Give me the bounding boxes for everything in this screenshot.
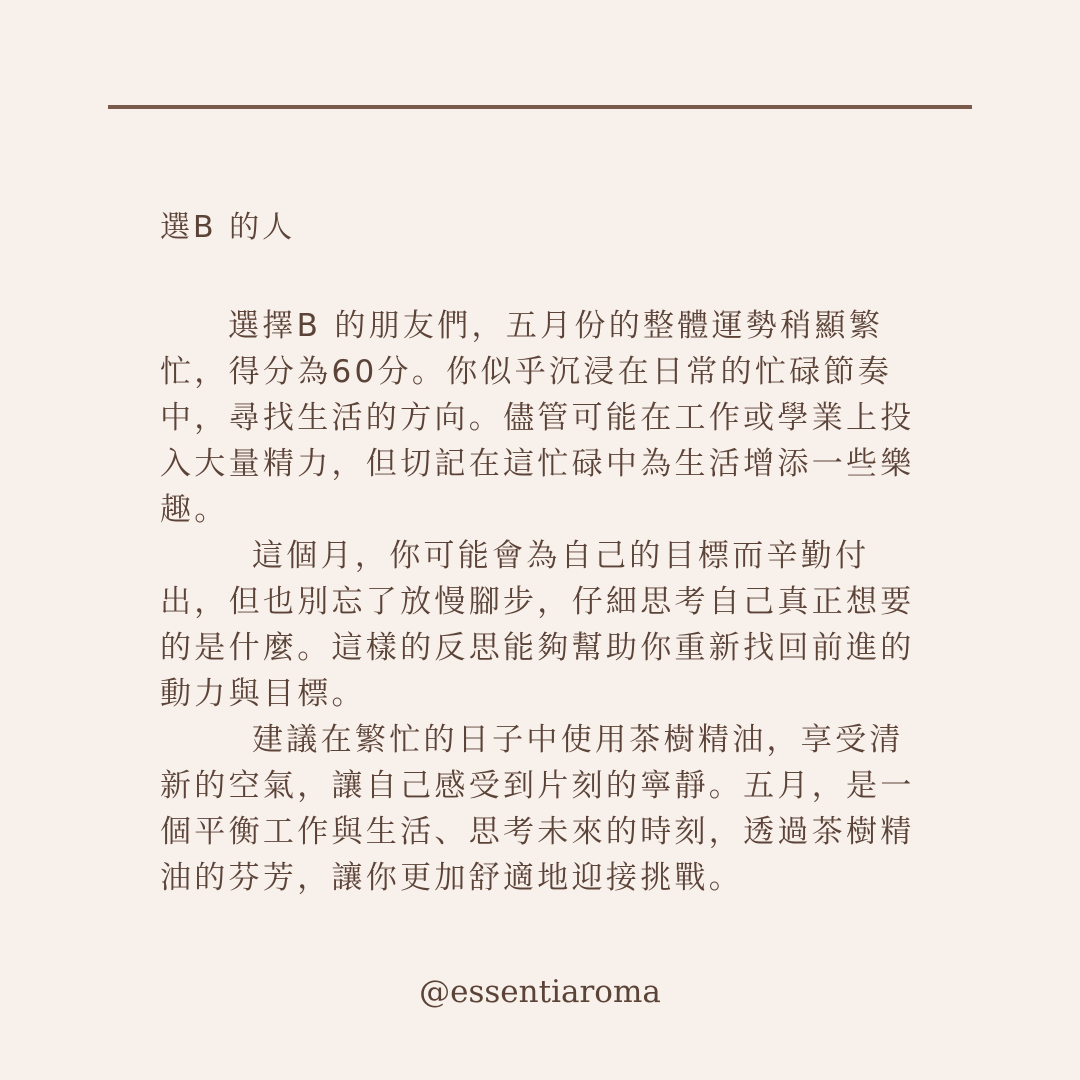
body-text [160, 303, 922, 901]
paragraph-overview: 選擇B 的朋友們，五月份的整體運勢稍顯繁忙，得分為60分。你似乎沉浸在日常的忙碌節奏中，尋找生活的方向。儘管可能在工作或學業上投入大量精力，但切記在這忙碌中為生活增添一些樂趣。 [160, 308, 915, 528]
paragraph-reflection: 這個月，你可能會為自己的目標而辛勤付出，但也別忘了放慢腳步，仔細思考自己真正想要的是什麼。這樣的反思能夠幫助你重新找回前進的動力與目標。 [160, 538, 915, 712]
paragraph-recommendation: 建議在繁忙的日子中使用茶樹精油，享受清新的空氣，讓自己感受到片刻的寧靜。五月，是一個平衡工作與生活、思考未來的時刻，透過茶樹精油的芬芳，讓你更加舒適地迎接挑戰。 [160, 722, 915, 896]
account-handle: @essentiaroma [419, 974, 661, 1010]
section-heading: 選B 的人 [160, 210, 296, 245]
top-divider [108, 105, 972, 109]
